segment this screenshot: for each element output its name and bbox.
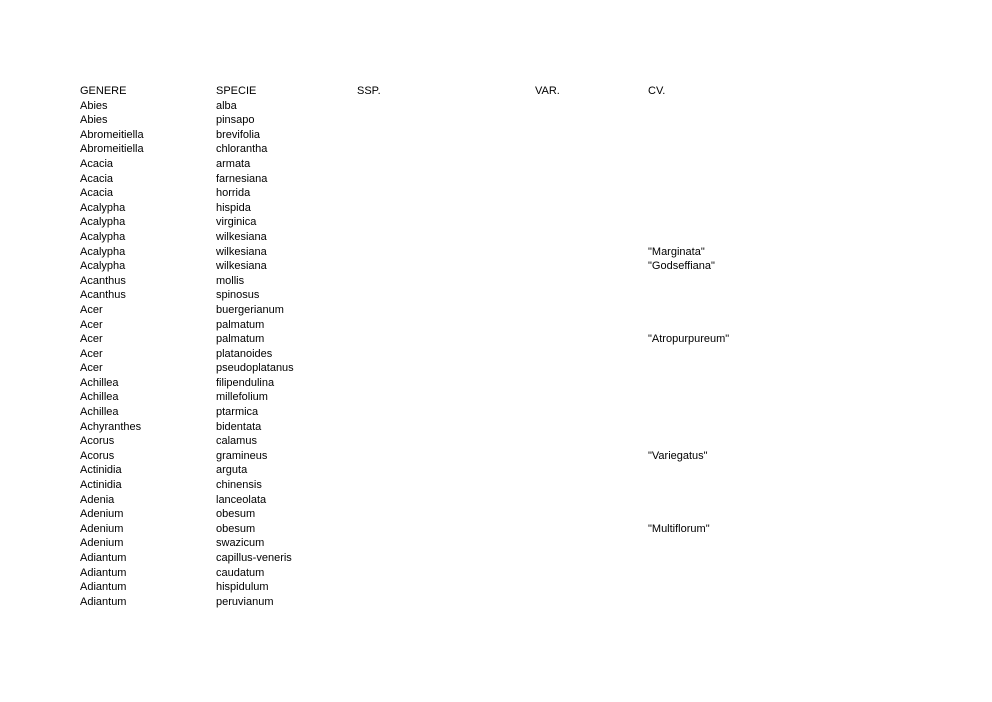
cell-genere: Acalypha	[80, 216, 126, 229]
table-row	[80, 522, 960, 537]
table-row	[80, 113, 960, 128]
cell-cv: "Atropurpureum"	[648, 333, 730, 346]
table-row	[80, 288, 960, 303]
table-row	[80, 551, 960, 566]
cell-genere: Acacia	[80, 187, 114, 200]
table-row	[80, 376, 960, 391]
table-row	[80, 215, 960, 230]
cell-genere: Acer	[80, 333, 103, 346]
cell-specie: bidentata	[216, 420, 262, 433]
cell-genere: Achillea	[80, 406, 119, 419]
table-row	[80, 259, 960, 274]
cell-specie: ptarmica	[216, 406, 259, 419]
cell-genere: Abromeitiella	[80, 128, 144, 141]
cell-genere: Acer	[80, 347, 103, 360]
cell-specie: arguta	[216, 464, 248, 477]
cell-specie: armata	[216, 157, 251, 170]
table-row	[80, 507, 960, 522]
cell-specie: obesum	[216, 508, 256, 521]
table-row	[80, 128, 960, 143]
cell-specie: alba	[216, 99, 237, 112]
cell-genere: Adenium	[80, 522, 124, 535]
table-row	[80, 434, 960, 449]
cell-specie: farnesiana	[216, 172, 268, 185]
table-row	[80, 493, 960, 508]
table-row	[80, 99, 960, 114]
cell-specie: pseudoplatanus	[216, 362, 294, 375]
cell-genere: Acalypha	[80, 230, 126, 243]
cell-specie: pinsapo	[216, 114, 255, 127]
cell-genere: Acorus	[80, 449, 115, 462]
table-row	[80, 245, 960, 260]
header-var: VAR.	[535, 85, 560, 97]
table-row	[80, 449, 960, 464]
cell-specie: millefolium	[216, 391, 268, 404]
cell-genere: Acalypha	[80, 245, 126, 258]
cell-specie: swazicum	[216, 537, 265, 550]
header-row	[80, 84, 960, 99]
table-row	[80, 303, 960, 318]
cell-cv: "Marginata"	[648, 245, 705, 258]
cell-genere: Acorus	[80, 435, 115, 448]
cell-genere: Achillea	[80, 391, 119, 404]
cell-specie: wilkesiana	[216, 245, 267, 258]
cell-specie: virginica	[216, 216, 257, 229]
cell-specie: platanoides	[216, 347, 273, 360]
cell-genere: Adiantum	[80, 595, 127, 608]
cell-cv: "Godseffiana"	[648, 260, 715, 273]
cell-genere: Achyranthes	[80, 420, 142, 433]
cell-genere: Adenium	[80, 508, 124, 521]
cell-specie: chinensis	[216, 479, 262, 492]
cell-specie: spinosus	[216, 289, 260, 302]
table-row	[80, 201, 960, 216]
cell-specie: hispida	[216, 201, 251, 214]
cell-specie: palmatum	[216, 318, 265, 331]
cell-genere: Acalypha	[80, 260, 126, 273]
cell-genere: Acalypha	[80, 201, 126, 214]
cell-specie: calamus	[216, 435, 257, 448]
table-row	[80, 157, 960, 172]
table-row	[80, 405, 960, 420]
table-row	[80, 420, 960, 435]
table-row	[80, 595, 960, 610]
cell-specie: filipendulina	[216, 376, 275, 389]
table-row	[80, 536, 960, 551]
cell-specie: capillus-veneris	[216, 552, 292, 564]
cell-genere: Acacia	[80, 172, 114, 185]
table-row	[80, 580, 960, 595]
species-table	[80, 84, 960, 609]
cell-specie: palmatum	[216, 333, 265, 346]
cell-specie: brevifolia	[216, 128, 261, 141]
table-row	[80, 172, 960, 187]
header-ssp: SSP.	[357, 85, 381, 97]
cell-genere: Abies	[80, 99, 108, 112]
cell-specie: buergerianum	[216, 303, 284, 316]
cell-genere: Actinidia	[80, 479, 122, 492]
cell-cv: "Variegatus"	[648, 449, 708, 462]
cell-genere: Adiantum	[80, 566, 127, 579]
header-cv: CV.	[648, 85, 666, 97]
cell-genere: Acer	[80, 318, 103, 331]
cell-genere: Acacia	[80, 157, 114, 170]
table-row	[80, 566, 960, 581]
cell-genere: Acer	[80, 303, 103, 316]
cell-genere: Adenium	[80, 537, 124, 550]
cell-specie: wilkesiana	[216, 260, 267, 273]
table-row	[80, 142, 960, 157]
cell-specie: caudatum	[216, 566, 265, 579]
cell-genere: Adenia	[80, 493, 115, 506]
cell-specie: lanceolata	[216, 493, 267, 506]
table-row	[80, 390, 960, 405]
cell-cv: "Multiflorum"	[648, 522, 710, 535]
cell-specie: horrida	[216, 187, 251, 200]
cell-specie: gramineus	[216, 449, 268, 462]
table-body	[80, 99, 960, 610]
cell-genere: Adiantum	[80, 581, 127, 594]
table-row	[80, 361, 960, 376]
table-row	[80, 318, 960, 333]
cell-genere: Abromeitiella	[80, 143, 144, 156]
cell-genere: Adiantum	[80, 552, 127, 564]
header-specie: SPECIE	[216, 85, 257, 97]
cell-specie: hispidulum	[216, 581, 269, 594]
cell-genere: Actinidia	[80, 464, 122, 477]
table-row	[80, 332, 960, 347]
cell-specie: peruvianum	[216, 595, 274, 608]
cell-genere: Acer	[80, 362, 103, 375]
cell-specie: wilkesiana	[216, 230, 267, 243]
table-row	[80, 186, 960, 201]
cell-genere: Acanthus	[80, 274, 126, 287]
cell-specie: chlorantha	[216, 143, 268, 156]
table-row	[80, 230, 960, 245]
cell-specie: obesum	[216, 522, 256, 535]
table-row	[80, 478, 960, 493]
table-row	[80, 347, 960, 362]
cell-genere: Acanthus	[80, 289, 126, 302]
table-row	[80, 463, 960, 478]
cell-specie: mollis	[216, 274, 245, 287]
cell-genere: Abies	[80, 114, 108, 127]
header-genere: GENERE	[80, 85, 127, 97]
table-row	[80, 274, 960, 289]
cell-genere: Achillea	[80, 376, 119, 389]
